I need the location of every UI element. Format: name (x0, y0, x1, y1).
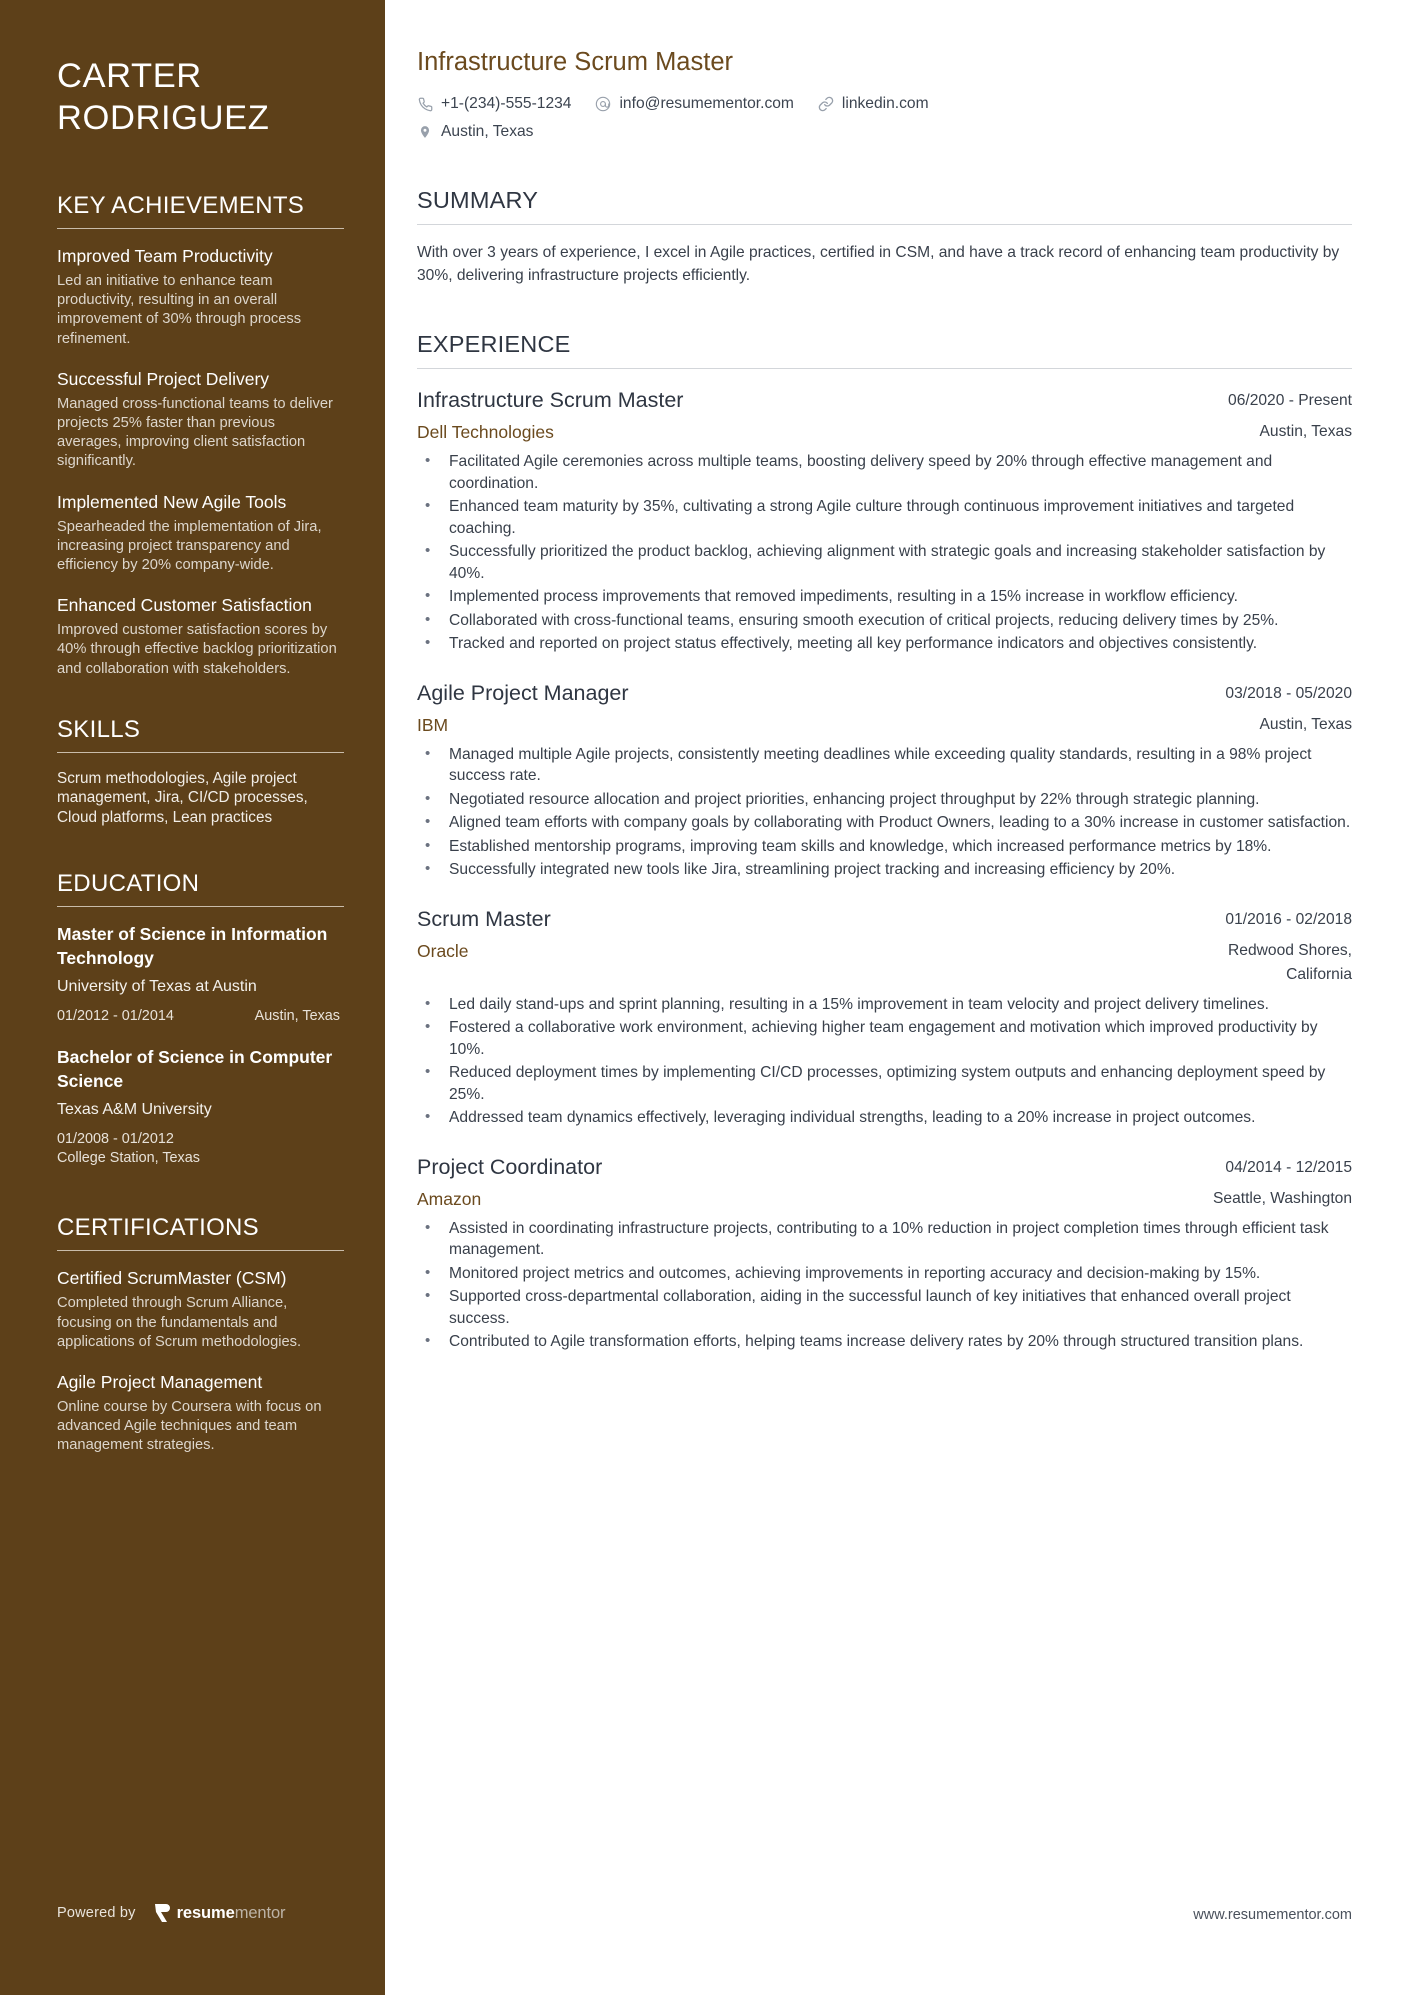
experience-company: IBM (417, 714, 449, 735)
experience-role: Infrastructure Scrum Master (417, 388, 684, 412)
experience-bullets (417, 451, 1352, 655)
education-location: Austin, Texas (254, 1008, 340, 1025)
brand-light: mentor (234, 1903, 286, 1922)
achievement-item (57, 245, 340, 349)
certifications-divider (57, 1250, 344, 1251)
experience-bullet: • Addressed team dynamics effectively, leveraging individual strengths, leading to a 20% increase in project outcomes. (417, 1107, 1352, 1129)
experience-bullet: • Successfully prioritized the product backlog, achieving alignment with strategic goals and increasing stakeholder satisfaction by 40%. (417, 541, 1352, 584)
candidate-last-name: RODRIGUEZ (57, 99, 270, 137)
candidate-first-name: CARTER (57, 57, 202, 95)
experience-bullets (417, 1218, 1352, 1353)
experience-entry (417, 386, 1352, 655)
summary-heading: SUMMARY (417, 187, 539, 213)
main-content (385, 0, 1410, 1995)
experience-entry (417, 905, 1352, 1129)
experience-dates: 03/2018 - 05/2020 (1225, 684, 1352, 702)
section-certifications (57, 1213, 340, 1455)
spacer (57, 679, 340, 715)
experience-role: Scrum Master (417, 906, 551, 931)
achievement-item (57, 594, 340, 679)
certification-title: Certified ScrumMaster (CSM) (57, 1268, 287, 1289)
section-experience (417, 329, 1352, 1353)
email-icon (595, 96, 611, 112)
experience-bullet: • Enhanced team maturity by 35%, cultivating a strong Agile culture through continuous improvement initiatives and targeted coaching. (417, 496, 1352, 539)
experience-title-row (417, 1153, 1352, 1182)
section-summary (417, 185, 1352, 287)
experience-dates: 04/2014 - 12/2015 (1225, 1158, 1352, 1176)
achievement-description: Improved customer satisfaction scores by 40% through effective backlog prioritization and collaboration with stakeholders. (57, 622, 337, 677)
resumementor-mark-icon (154, 1903, 171, 1923)
contact-email[interactable] (595, 93, 793, 115)
education-entry (57, 923, 340, 1026)
education-entry (57, 1046, 340, 1168)
contact-phone-text: +1-(234)-555-1234 (441, 95, 572, 112)
experience-entry (417, 679, 1352, 881)
education-degree: Bachelor of Science in Computer Science (57, 1047, 333, 1091)
experience-title-row (417, 905, 1352, 934)
achievement-title: Improved Team Productivity (57, 246, 273, 266)
education-meta (57, 1007, 340, 1026)
contact-row-location (417, 121, 1352, 143)
education-heading: EDUCATION (57, 870, 200, 898)
education-school: Texas A&M University (57, 1101, 212, 1119)
location-pin-icon (417, 124, 433, 140)
spacer (57, 1188, 340, 1213)
experience-bullet: • Contributed to Agile transformation efforts, helping teams increase delivery rates by 20% through structured transition plans. (417, 1331, 1352, 1353)
contact-link[interactable] (818, 93, 929, 115)
achievement-description: Spearheaded the implementation of Jira, increasing project transparency and efficiency by 20% company-wide. (57, 518, 322, 574)
experience-title-row (417, 386, 1352, 415)
certification-description: Online course by Coursera with focus on advanced Agile techniques and team management strategies. (57, 1398, 322, 1454)
contact-email-text: info@resumementor.com (619, 95, 794, 112)
contact-location-text: Austin, Texas (441, 123, 534, 140)
experience-location: Austin, Texas (1259, 423, 1352, 440)
certifications-heading: CERTIFICATIONS (57, 1214, 259, 1242)
sidebar-footer (57, 1903, 285, 1923)
education-location: College Station, Texas (57, 1150, 200, 1167)
certification-item (57, 1267, 340, 1352)
summary-text: With over 3 years of experience, I excel in Agile practices, certified in CSM, and have a track record of enhancing team productivity by 30%, delivering infrastructure projects efficiently. (417, 244, 1340, 284)
certification-description: Completed through Scrum Alliance, focusing on the fundamentals and applications of Scrum methodologies. (57, 1295, 302, 1350)
contact-block (417, 93, 1352, 143)
achievement-title: Successful Project Delivery (57, 368, 270, 389)
experience-bullet: • Established mentorship programs, improving team skills and knowledge, which increased performance metrics by 18%. (417, 836, 1352, 858)
sidebar (0, 0, 385, 1995)
experience-bullet: • Led daily stand-ups and sprint planning, resulting in a 15% improvement in team velocity and project delivery timelines. (417, 994, 1352, 1016)
achievement-item (57, 491, 340, 576)
main-footer-website[interactable]: www.resumementor.com (1193, 1907, 1352, 1923)
experience-bullets (417, 744, 1352, 881)
experience-dates: 01/2016 - 02/2018 (1225, 910, 1352, 928)
key-achievements-divider (57, 228, 344, 229)
experience-bullet: • Negotiated resource allocation and project priorities, enhancing project throughput by 22% through strategic planning. (417, 789, 1352, 811)
education-meta (57, 1130, 340, 1168)
experience-title-row (417, 679, 1352, 708)
link-icon (818, 96, 834, 112)
experience-company: Oracle (417, 940, 469, 961)
experience-bullet: • Managed multiple Agile projects, consistently meeting deadlines while exceeding quality standards, resulting in a 98% project success rate. (417, 744, 1352, 787)
education-dates: 01/2008 - 01/2012 (57, 1131, 174, 1148)
header-job-title: Infrastructure Scrum Master (417, 48, 733, 76)
achievement-description: Managed cross-functional teams to deliver projects 25% faster than previous averages, improving client satisfaction significantly. (57, 395, 333, 470)
experience-company-row (417, 420, 1352, 444)
experience-bullet: • Collaborated with cross-functional teams, ensuring smooth execution of critical projects, reducing delivery times by 25%. (417, 610, 1352, 632)
achievement-title: Implemented New Agile Tools (57, 491, 287, 512)
key-achievements-heading: KEY ACHIEVEMENTS (57, 192, 305, 219)
experience-bullet: • Reduced deployment times by implementing CI/CD processes, optimizing system outputs and enhancing deployment speed by 25%. (417, 1062, 1352, 1105)
contact-row-primary (417, 93, 1352, 115)
skills-heading: SKILLS (57, 715, 141, 743)
section-key-achievements (57, 191, 340, 679)
contact-link-text: linkedin.com (841, 95, 929, 112)
experience-bullets (417, 994, 1352, 1129)
experience-bullet: • Assisted in coordinating infrastructure projects, contributing to a 10% reduction in project completion times through efficient task management. (417, 1218, 1352, 1261)
education-divider (57, 906, 344, 907)
resumementor-wordmark (177, 1904, 286, 1923)
experience-divider (417, 368, 1352, 369)
summary-divider (417, 224, 1352, 225)
experience-bullet: • Monitored project metrics and outcomes, achieving improvements in reporting accuracy and decision-making by 15%. (417, 1263, 1352, 1285)
experience-location: Austin, Texas (1259, 715, 1352, 733)
experience-bullet: • Fostered a collaborative work environment, achieving higher team engagement and motivation which improved productivity by 10%. (417, 1017, 1352, 1060)
experience-company: Amazon (417, 1188, 482, 1209)
section-education (57, 869, 340, 1168)
experience-bullet: • Implemented process improvements that removed impediments, resulting in a 15% increase in workflow efficiency. (417, 586, 1352, 608)
achievement-description: Led an initiative to enhance team productivity, resulting in an overall improvement of 30% through process refinement. (57, 273, 302, 347)
experience-heading: EXPERIENCE (417, 331, 571, 357)
education-school: University of Texas at Austin (57, 978, 257, 996)
experience-entry (417, 1153, 1352, 1353)
experience-location: Seattle, Washington (1213, 1189, 1352, 1207)
experience-bullet: • Successfully integrated new tools like Jira, streamlining project tracking and increasing efficiency by 20%. (417, 859, 1352, 881)
experience-bullet: • Supported cross-departmental collaboration, aiding in the successful launch of key initiatives that enhanced overall project success. (417, 1286, 1352, 1329)
resumementor-logo (154, 1903, 286, 1923)
experience-role: Project Coordinator (417, 1154, 603, 1179)
spacer (57, 827, 340, 869)
education-degree: Master of Science in Information Technology (57, 924, 328, 968)
certification-title: Agile Project Management (57, 1371, 263, 1392)
brand-bold: resume (176, 1903, 235, 1922)
experience-bullet: • Tracked and reported on project status effectively, meeting all key performance indicators and objectives consistently. (417, 633, 1352, 655)
experience-company-row (417, 1187, 1352, 1211)
achievement-item (57, 368, 340, 472)
achievement-title: Enhanced Customer Satisfaction (57, 595, 312, 616)
education-dates: 01/2012 - 01/2014 (57, 1008, 174, 1025)
skills-divider (57, 752, 344, 753)
experience-bullet: • Facilitated Agile ceremonies across multiple teams, boosting delivery speed by 20% through effective management and coordination. (417, 451, 1352, 494)
experience-company-row (417, 713, 1352, 737)
candidate-name (57, 55, 340, 139)
experience-company: Dell Technologies (417, 422, 554, 442)
experience-role: Agile Project Manager (417, 680, 629, 705)
section-skills (57, 715, 340, 828)
contact-phone[interactable] (417, 93, 571, 115)
experience-company-row (417, 939, 1352, 987)
experience-location: Redwood Shores, California (1228, 941, 1352, 983)
powered-by-label: Powered by (57, 1905, 136, 1921)
contact-location (417, 121, 533, 143)
phone-icon (417, 96, 433, 112)
experience-bullet: • Aligned team efforts with company goals by collaborating with Product Owners, leading to a 30% increase in customer satisfaction. (417, 812, 1352, 834)
experience-dates: 06/2020 - Present (1228, 392, 1352, 409)
skills-text: Scrum methodologies, Agile project management, Jira, CI/CD processes, Cloud platforms, Lean practices (57, 769, 308, 826)
certification-item (57, 1371, 340, 1456)
